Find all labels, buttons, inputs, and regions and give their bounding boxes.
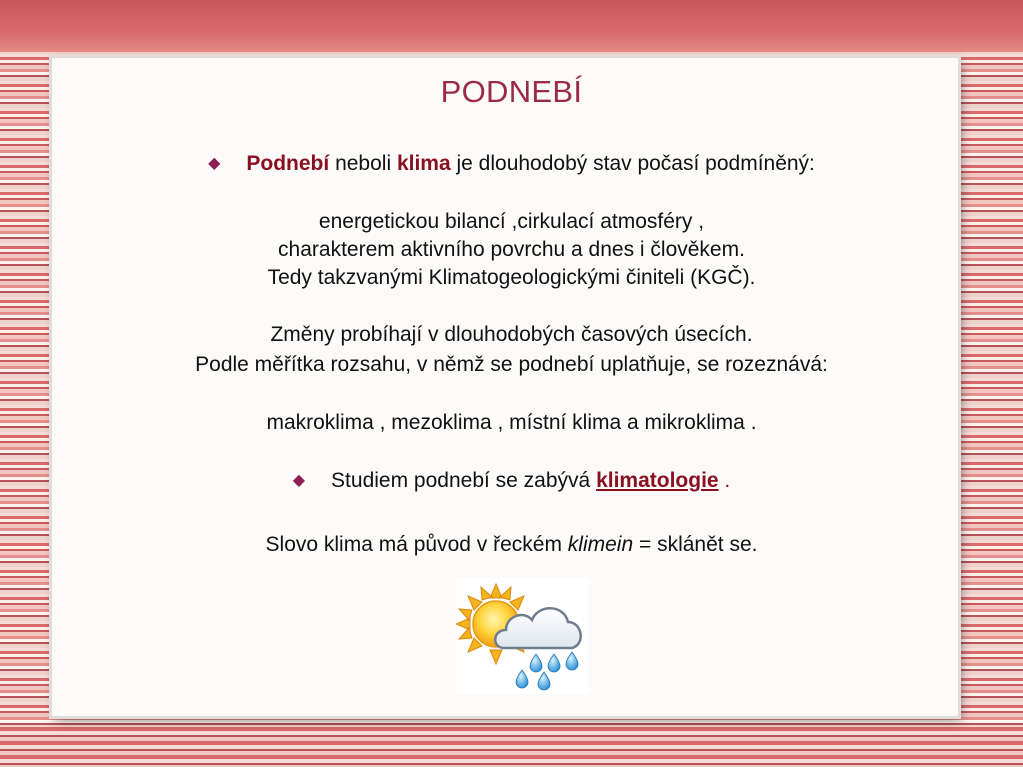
sun-cloud-rain-icon: [456, 578, 588, 694]
origin-text-2: = sklánět se.: [633, 533, 758, 556]
diamond-bullet-icon: ◆: [208, 155, 221, 172]
header-band: [0, 0, 1023, 52]
diamond-bullet-icon: ◆: [292, 472, 306, 489]
definition-text-1: neboli: [329, 152, 397, 175]
climate-scales-line: makroklima , mezoklima , místní klima a mikroklima .: [266, 411, 757, 434]
term-klima: klima: [396, 152, 451, 175]
origin-text-1: Slovo klima má původ v řeckém: [265, 533, 568, 556]
footer-band: [0, 727, 1023, 767]
study-text: Studiem podnebí se zabývá: [331, 469, 597, 492]
origin-line: [0, 533, 1023, 557]
bullet-definition: [0, 152, 1023, 176]
factor-line-2: charakterem aktivního povrchu a dnes i člověkem.: [278, 238, 745, 261]
change-line: Změny probíhají v dlouhodobých časových úsecích.: [270, 323, 753, 346]
study-end: .: [718, 469, 731, 492]
term-podnebi: Podnebí: [246, 152, 330, 175]
definition-text-2: je dlouhodobý stav počasí podmíněný:: [450, 152, 815, 175]
slide-title: PODNEBÍ: [440, 74, 583, 109]
klimatologie-link[interactable]: klimatologie: [596, 469, 719, 492]
factor-line-1: energetickou bilancí ,cirkulací atmosféry ,: [318, 210, 705, 233]
scale-intro-line: Podle měřítka rozsahu, v němž se podnebí uplatňuje, se rozeznává:: [195, 353, 828, 376]
origin-word: klimein: [567, 533, 634, 556]
bullet-study: [0, 469, 1023, 493]
factor-line-3: Tedy takzvanými Klimatogeologickými činiteli (KGČ).: [267, 266, 756, 289]
